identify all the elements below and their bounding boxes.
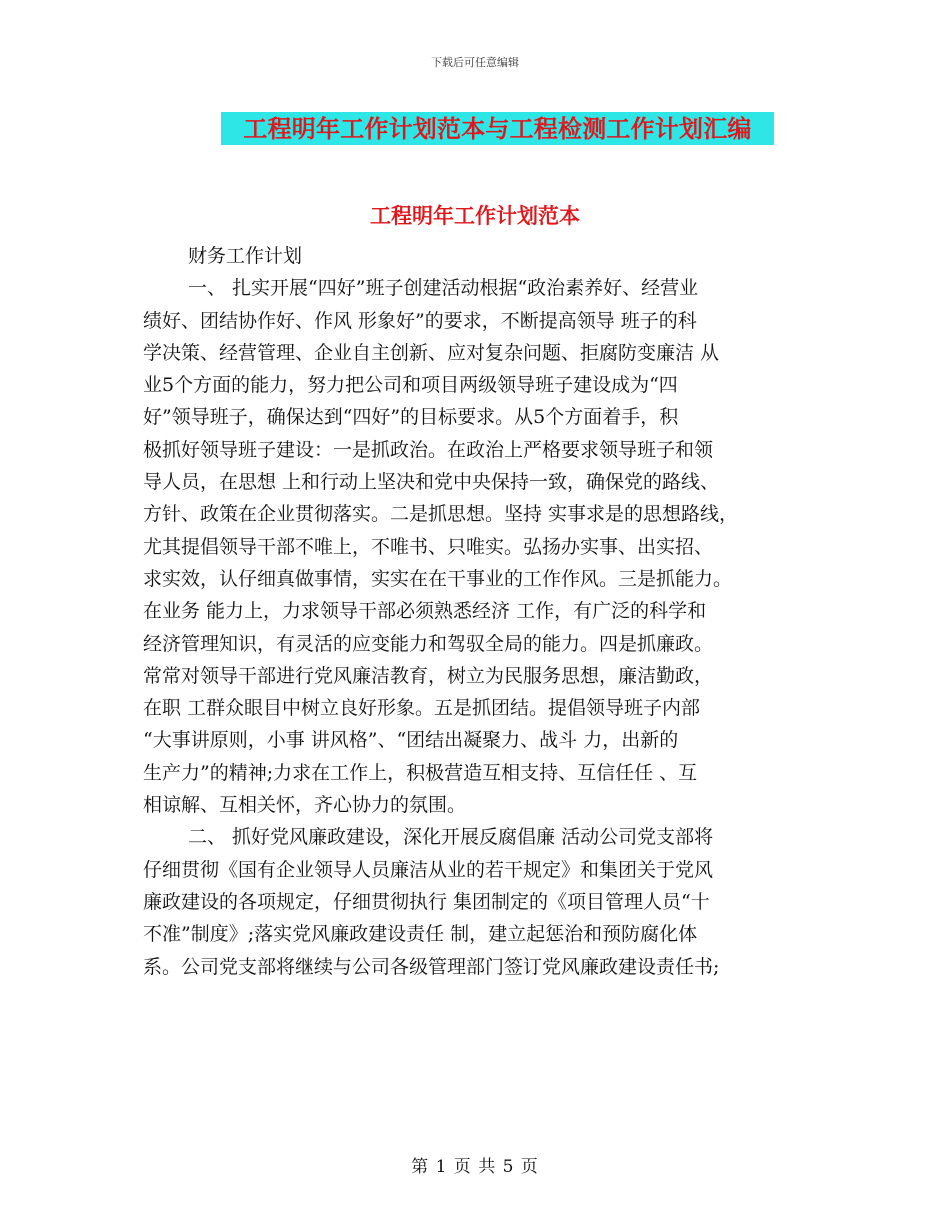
paragraph-line: 二、 抓好党风廉政建设，深化开展反腐倡廉 活动公司党支部将 bbox=[188, 826, 714, 849]
paragraph-line: 求实效，认仔细真做事情，实实在在干事业的工作作风。三是抓能力。 bbox=[143, 567, 733, 590]
paragraph-line: 在业务 能力上，力求领导干部必须熟悉经济 工作，有广泛的科学和 bbox=[143, 600, 707, 623]
page-footer: 第 1 页 共 5 页 bbox=[411, 1157, 539, 1177]
paragraph-line: 仔细贯彻《国有企业领导人员廉洁从业的若干规定》和集团关于党风 bbox=[143, 858, 714, 881]
paragraph-line: 极抓好领导班子建设：一是抓政治。在政治上严格要求领导班子和领 bbox=[143, 438, 714, 461]
paragraph-line: 业5个方面的能力，努力把公司和项目两级领导班子建设成为“四 bbox=[143, 374, 678, 397]
paragraph-line: 常常对领导干部进行党风廉洁教育，树立为民服务思想，廉洁勤政， bbox=[143, 664, 714, 687]
paragraph-line: 尤其提倡领导干部不唯上，不唯书、只唯实。弘扬办实事、出实招、 bbox=[143, 535, 714, 558]
paragraph-line: 学决策、经营管理、企业自主创新、应对复杂问题、拒腐防变廉洁 从 bbox=[143, 341, 720, 364]
paragraph-line: 系。公司党支部将继续与公司各级管理部门签订党风廉政建设责任书; bbox=[143, 955, 720, 978]
paragraph-line: 廉政建设的各项规定，仔细贯彻执行 集团制定的《项目管理人员“十 bbox=[143, 890, 710, 913]
paragraph-line: 导人员，在思想 上和行动上坚决和党中央保持一致，确保党的路线、 bbox=[143, 471, 720, 494]
paragraph-line: 经济管理知识，有灵活的应变能力和驾驭全局的能力。四是抓廉政。 bbox=[143, 632, 714, 655]
paragraph-line: 好”领导班子，确保达到“四好”的目标要求。从5个方面着手，积 bbox=[143, 406, 679, 429]
paragraph-line: 一、 扎实开展“四好”班子创建活动根据“政治素养好、经营业 bbox=[188, 277, 699, 300]
paragraph-line: 绩好、团结协作好、作风 形象好”的要求，不断提高领导 班子的科 bbox=[143, 309, 697, 332]
paragraph-line: “大事讲原则，小事 讲风格”、“团结出凝聚力、战斗 力，出新的 bbox=[143, 729, 679, 752]
paragraph-line: 在职 工群众眼目中树立良好形象。五是抓团结。提倡领导班子内部 bbox=[143, 697, 701, 720]
paragraph-line: 方针、政策在企业贯彻落实。二是抓思想。坚持 实事求是的思想路线， bbox=[143, 503, 739, 526]
section-heading: 财务工作计划 bbox=[188, 245, 303, 267]
document-body bbox=[143, 240, 818, 983]
document-subtitle: 工程明年工作计划范本 bbox=[370, 203, 580, 228]
document-title: 工程明年工作计划范本与工程检测工作计划汇编 bbox=[221, 112, 774, 145]
paragraph-line: 生产力”的精神;力求在工作上，积极营造互相支持、互信任任 、互 bbox=[143, 761, 698, 784]
header-note: 下载后可任意编辑 bbox=[431, 56, 519, 69]
paragraph-line: 相谅解、互相关怀，齐心协力的氛围。 bbox=[143, 794, 467, 817]
paragraph-line: 不准”制度》;落实党风廉政建设责任 制，建立起惩治和预防腐化体 bbox=[143, 923, 698, 946]
